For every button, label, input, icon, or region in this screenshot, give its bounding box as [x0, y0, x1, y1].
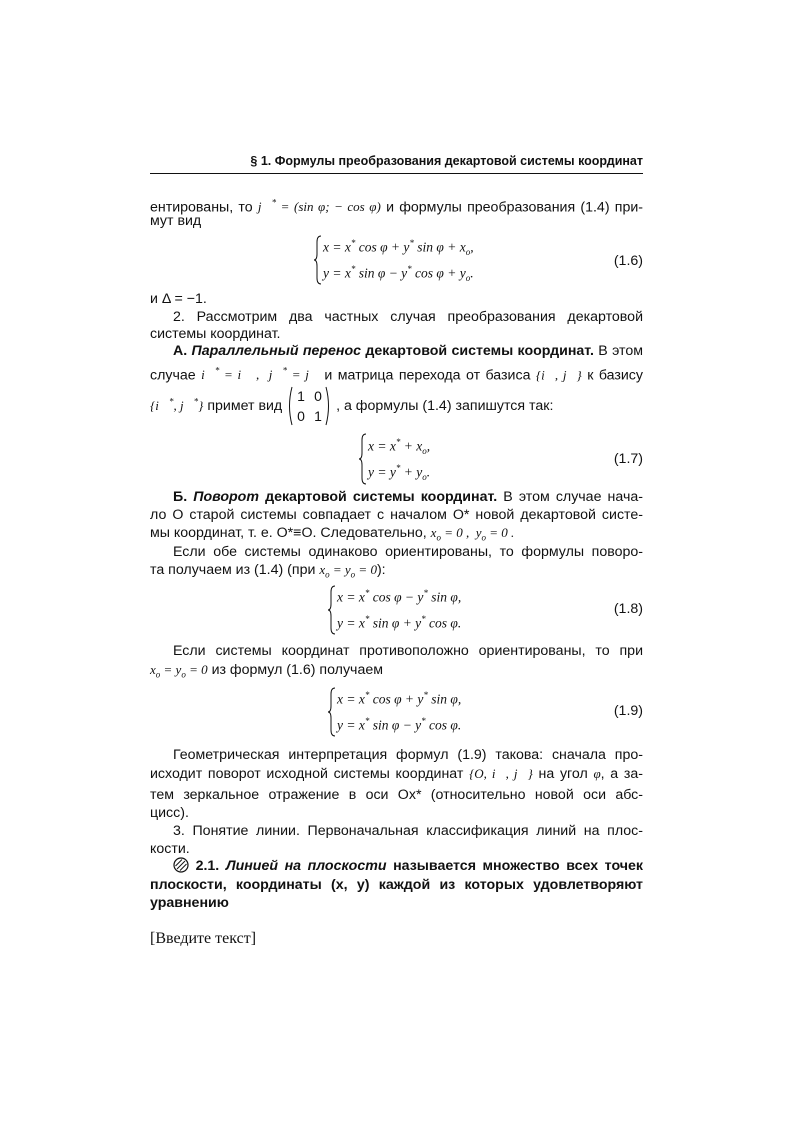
sectionB-line1: Б. Поворот декартовой системы координат. В этом случае нача-: [173, 489, 643, 505]
para-same-line1: Если обе системы одинаково ориентированы, то формулы поворо-: [173, 544, 643, 560]
para-opp-line2: $x_o = y_o = 0$ из формул (1.6) получаем: [150, 662, 383, 680]
transition-matrix: 1 0 0 1: [286, 387, 332, 425]
definition-line1: 2.1. Линией на плоскости называется множество всех точек: [150, 857, 643, 875]
equation-1-9: x = x* cos φ + y* sin φ, y = x* sin φ − y* cos φ.: [327, 686, 497, 738]
para-geom-line4: цисс).: [150, 805, 189, 821]
item3-line1: 3. Понятие линии. Первоначальная классификация линий на плос-: [173, 823, 643, 839]
sectionA-line2: случае i⃗* = i⃗ , j⃗* = j⃗ и матрица перехода от базиса {i⃗, j⃗} к базису: [150, 366, 643, 384]
definition-marker-icon: [173, 857, 189, 873]
item2-line1: 2. Рассмотрим два частных случая преобразования декартовой: [173, 309, 643, 325]
para-geom-line3: тем зеркальное отражение в оси Ox* (относительно новой оси абс-: [150, 787, 643, 803]
para1-line1: ентированы, то j⃗* = (sin φ; − cos φ) и формулы преобразования (1.4) при-: [150, 198, 643, 216]
definition-line3: уравнению: [150, 895, 229, 911]
para1-line2: мут вид: [150, 213, 202, 229]
item2-line2: системы координат.: [150, 326, 281, 342]
left-brace-icon: [358, 432, 368, 486]
para-same-line2: та получаем из (1.4) (при $x_o = y_o = 0$):: [150, 562, 386, 580]
sectionA-line3: {i⃗*, j⃗*} примет вид 1 0 0 1 , а формулы (1.4) запишутся так:: [150, 388, 554, 424]
running-header: § 1. Формулы преобразования декартовой системы координат: [250, 154, 643, 168]
equation-1-7-label: (1.7): [613, 451, 643, 467]
para-geom-line1: Геометрическая интерпретация формул (1.9) такова: сначала про-: [173, 747, 643, 763]
item3-line2: кости.: [150, 841, 190, 857]
definition-line2: плоскости, координаты (x, y) каждой из которых удовлетворяют: [150, 877, 643, 893]
equation-1-6-label: (1.6): [613, 253, 643, 269]
equation-1-8-label: (1.8): [613, 601, 643, 617]
left-brace-icon: [313, 234, 323, 286]
delta-line: и Δ = −1.: [150, 291, 207, 307]
para-opp-line1: Если системы координат противоположно ориентированы, то при: [173, 643, 643, 659]
matrix-parens-icon: [286, 386, 332, 426]
left-brace-icon: [327, 686, 337, 738]
equation-1-9-label: (1.9): [613, 703, 643, 719]
left-brace-icon: [327, 584, 337, 636]
equation-1-8: x = x* cos φ − y* sin φ, y = x* sin φ + y* cos φ.: [327, 584, 497, 636]
para-geom-line2: исходит поворот исходной системы координат {O, i⃗, j⃗} на угол φ, а за-: [150, 766, 644, 782]
sectionA-line1: А. Параллельный перенос декартовой системы координат. В этом: [173, 343, 643, 359]
footer-placeholder[interactable]: [Введите текст]: [150, 930, 257, 947]
sectionB-line2: ло О старой системы совпадает с началом О* новой декартовой систе-: [150, 507, 643, 523]
formula-jstar: j⃗* = (sin φ; − cos φ): [257, 198, 381, 215]
sectionB-line3: мы координат, т. е. О*≡О. Следовательно, $x_o = 0$ , $y_o = 0$ .: [150, 525, 515, 543]
header-rule: [150, 173, 643, 174]
equation-1-6: x = x* cos φ + y* $\sin \varphi + x_o$, y = x* sin φ − y* $\cos \varphi + y_o$.: [313, 234, 513, 286]
equation-1-7: $x = x^* + x_o$, $y = y^* + y_o$.: [358, 432, 478, 486]
